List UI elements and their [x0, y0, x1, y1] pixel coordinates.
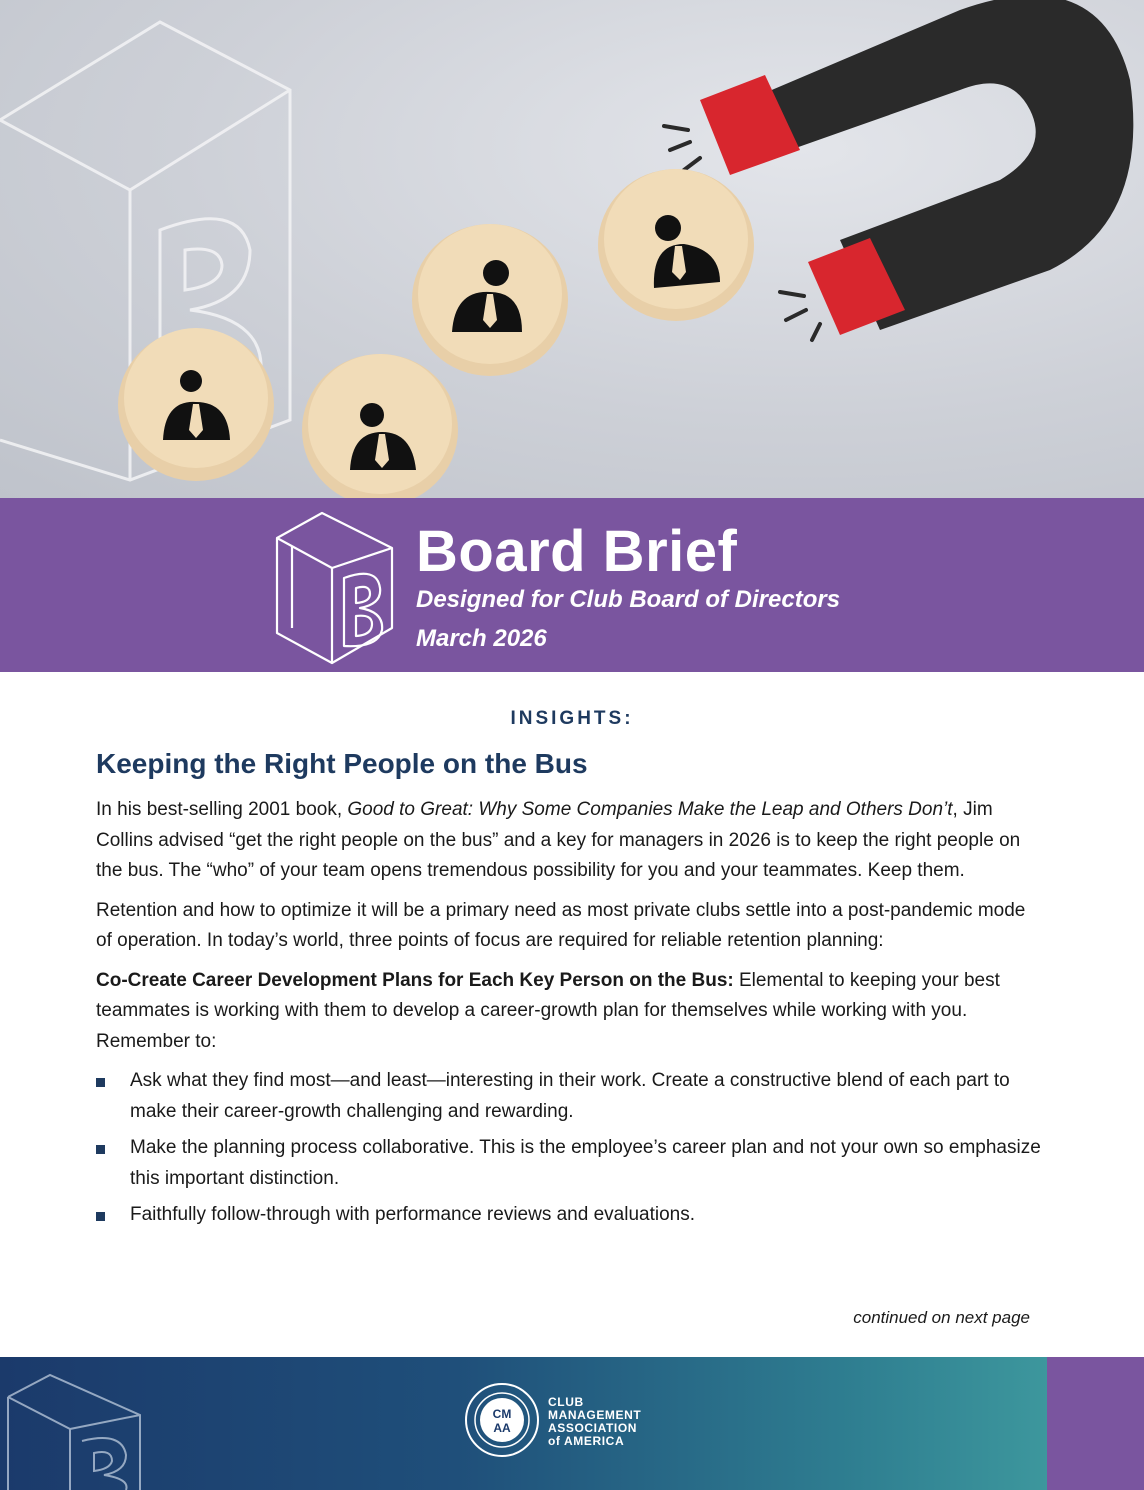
paragraph: [96, 966, 1041, 1058]
bullet-list: [96, 1066, 1041, 1231]
list-item: [96, 1066, 1041, 1127]
organization-name: [548, 1396, 641, 1448]
footer-b-watermark-icon: [0, 1357, 150, 1490]
list-item: [96, 1133, 1041, 1194]
newsletter-title: Board Brief: [416, 519, 738, 584]
square-bullet-icon: [96, 1212, 105, 1221]
person-token-icon: [412, 224, 568, 376]
list-item: [96, 1200, 1041, 1231]
newsletter-subtitle: Designed for Club Board of Directors: [416, 586, 841, 613]
person-token-icon: [302, 354, 458, 498]
org-name-line: CLUB: [548, 1395, 584, 1409]
hero-image: [0, 0, 1144, 498]
article-body: [96, 795, 1041, 1237]
list-item-text: Make the planning process collaborative. This is the employee’s career plan and not your own so emphasize this important distinction.: [130, 1137, 1041, 1189]
magnet-and-people-tokens-illustration: [0, 0, 1144, 498]
seal-letters-bottom: AA: [493, 1421, 511, 1435]
paragraph: [96, 795, 1041, 887]
paragraph-lead-in: Co-Create Career Development Plans for Each Key Person on the Bus:: [96, 969, 734, 991]
continued-note: continued on next page: [853, 1308, 1030, 1327]
org-name-line: ASSOCIATION: [548, 1421, 638, 1435]
list-item-text: Faithfully follow-through with performance reviews and evaluations.: [130, 1204, 695, 1225]
newsletter-date: March 2026: [416, 625, 547, 652]
board-brief-b-logo-icon: [272, 508, 398, 666]
square-bullet-icon: [96, 1145, 105, 1154]
paragraph-text: In his best-selling 2001 book,: [96, 799, 348, 820]
org-name-line: MANAGEMENT: [548, 1408, 642, 1422]
square-bullet-icon: [96, 1078, 105, 1087]
org-name-line: of AMERICA: [548, 1434, 625, 1448]
paragraph-text: , Jim Collins advised “get the right people on the bus” and a key for managers in 2026 is to keep the right people on the bus. The “who” of your team opens tremendous possibility for you and your teammates. Keep them.: [96, 799, 1021, 881]
article-title: Keeping the Right People on the Bus: [96, 748, 588, 779]
list-item-text: Ask what they find most—and least—interesting in their work. Create a constructive blend of each part to make their career-growth challenging and rewarding.: [130, 1070, 1010, 1122]
cmaa-seal-logo-icon: [464, 1382, 540, 1458]
person-token-icon: [598, 169, 754, 321]
section-label: INSIGHTS:: [510, 708, 634, 729]
paragraph: Retention and how to optimize it will be a primary need as most private clubs settle into a post-pandemic mode of operation. In today’s world, three points of focus are required for reliable retention planning:: [96, 899, 1026, 951]
paragraph-text: Elemental to keeping your best teammates is working with them to develop a career-growth plan for themselves while working with you. Remember to:: [96, 969, 1000, 1052]
footer-accent-block: [1047, 1357, 1144, 1490]
seal-letters-top: CM: [492, 1407, 512, 1421]
person-token-icon: [118, 328, 274, 481]
book-title: Good to Great: Why Some Companies Make the Leap and Others Don’t: [347, 799, 953, 820]
